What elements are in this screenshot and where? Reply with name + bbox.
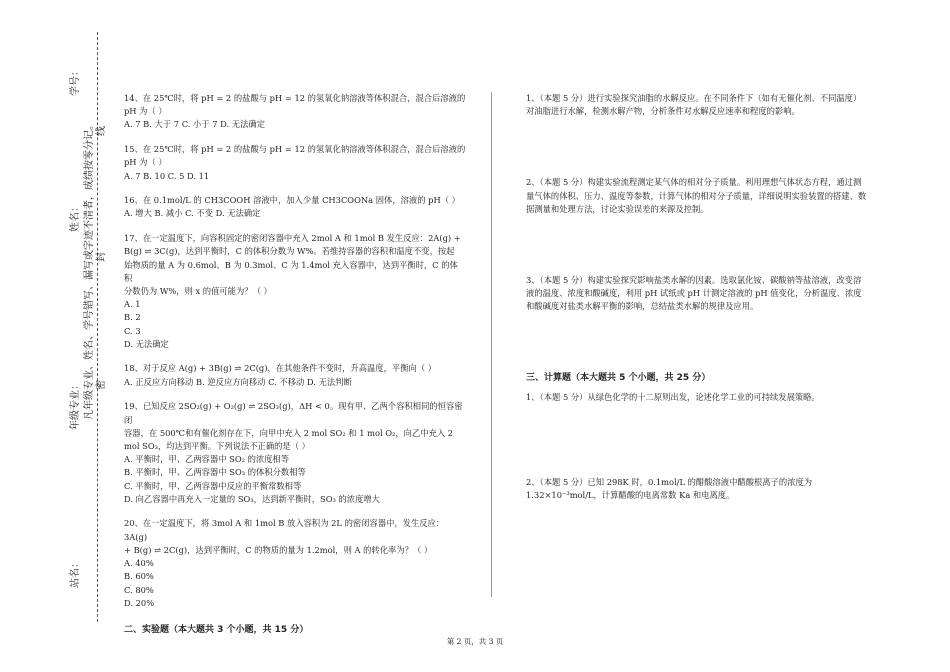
- binding-mark-feng: 封: [96, 252, 107, 262]
- q14-options: A. 7 B. 大于 7 C. 小于 7 D. 无法确定: [124, 119, 265, 130]
- column-divider: [491, 92, 492, 597]
- experiment-3: [526, 274, 868, 314]
- e3-line: 3、（本题 5 分）构建实验探究影响盐类水解的因素。选取氯化铵、碳酸钠等盐溶液，改变溶: [526, 275, 862, 286]
- q19-option: A. 平衡时，甲、乙两容器中 SO₂ 的浓度相等: [124, 454, 290, 465]
- q17-option: D. 无法确定: [124, 338, 169, 349]
- q20-line: 20、在一定温度下，将 3mol A 和 1mol B 放入容积为 2L 的密闭容器中，发生反应：3A(g): [124, 518, 445, 542]
- q15-options: A. 7 B. 10 C. 5 D. 11: [124, 170, 210, 181]
- binding-margin: [0, 0, 110, 672]
- q16-options: A. 增大 B. 减小 C. 不变 D. 无法确定: [124, 208, 261, 219]
- q15-line: 15、在 25℃时，将 pH = 2 的盐酸与 pH = 12 的氢氧化钠溶液等体积混合，混合后溶液的: [124, 144, 466, 155]
- q20-option: D. 20%: [124, 597, 155, 608]
- q17-line: 17、在一定温度下，向容积固定的密闭容器中充入 2mol A 和 1mol B 发生反应：2A(g) +: [124, 233, 461, 244]
- experiment-2: [526, 176, 868, 216]
- field-name-label: 姓名：: [70, 202, 81, 232]
- section-3-title: 三、计算题（本大题共 5 个小题，共 25 分）: [526, 372, 711, 383]
- q14-line: pH 为（ ）: [124, 106, 167, 117]
- e2-line: 2、（本题 5 分）构建实验流程测定某气体的相对分子质量。利用理想气体状态方程，通过测: [526, 177, 862, 188]
- q20-option: B. 60%: [124, 571, 154, 582]
- q16-line: 16、在 0.1mol/L 的 CH3COOH 溶液中，加入少量 CH3COONa 固体，溶液的 pH（ ）: [124, 195, 460, 206]
- q19-option: C. 平衡时，甲、乙两容器中反应的平衡常数相等: [124, 480, 302, 491]
- field-id-label: 学号：: [70, 66, 81, 96]
- question-16: [124, 194, 466, 220]
- e3-line: 和酸碱度对盐类水解平衡的影响，总结盐类水解的规律及应用。: [526, 301, 759, 312]
- page-number: 第 2 页，共 3 页: [446, 637, 504, 646]
- binding-mark-xian: 线: [96, 126, 107, 136]
- q17-option: A. 1: [124, 299, 141, 310]
- q17-line: 始物质的量 A 为 0.6mol、B 为 0.3mol、C 为 1.4mol 充入容器中，达到平衡时，C 的体积: [124, 259, 458, 283]
- e3-line: 液的温度、浓度和酸碱度，利用 pH 试纸或 pH 计测定溶液的 pH 值变化，分析温度、浓度: [526, 288, 862, 299]
- c2-line: 1.32×10⁻³mol/L，计算醋酸的电离常数 Ka 和电离度。: [526, 490, 735, 501]
- question-19: [124, 400, 466, 506]
- q17-line: B(g) ⇌ 3C(g)，达到平衡时，C 的体积分数为 W%。若维持容器的容积和温度不变，按起: [124, 246, 455, 257]
- q19-line: mol SO₃，均达到平衡。下列说法不正确的是（ ）: [124, 440, 310, 451]
- binding-warning-text: 凡年级专业、姓名、学号错写、漏写或字迹不清者，成绩按零分记。: [84, 120, 95, 420]
- q20-line: + B(g) ⇌ 2C(g)，达到平衡时，C 的物质的量为 1.2mol，则 A 的转化率为？（ ）: [124, 544, 433, 555]
- question-20: [124, 517, 466, 609]
- question-15: [124, 143, 466, 183]
- q20-option: A. 40%: [124, 558, 154, 569]
- binding-mark-mi: 密: [96, 380, 107, 390]
- question-18: [124, 362, 466, 388]
- q15-line: pH 为（ ）: [124, 157, 167, 168]
- e2-line: 据测量和处理方法，讨论实验误差的来源及控制。: [526, 203, 709, 214]
- c2-line: 2、（本题 5 分）已知 298K 时，0.1mol/L 的醋酸溶液中醋酸根离子的浓度为: [526, 477, 813, 488]
- right-column: [526, 92, 868, 502]
- field-station-label: 站名：: [70, 558, 81, 588]
- q17-line: 分数仍为 W%，则 x 的值可能为？（ ）: [124, 285, 272, 296]
- q19-option: B. 平衡时，甲、乙两容器中 SO₃ 的体积分数相等: [124, 467, 306, 478]
- e2-line: 量气体的体积、压力、温度等参数，计算气体的相对分子质量，详细说明实验装置的搭建、数: [526, 190, 867, 201]
- left-column: [124, 92, 466, 643]
- q20-option: C. 80%: [124, 584, 154, 595]
- e1-line: 1、（本题 5 分）进行实验探究油脂的水解反应。在不同条件下（如有无催化剂、不同温度）: [526, 93, 862, 103]
- calc-1: [526, 391, 868, 404]
- e1-line: 对油脂进行水解，检测水解产物，分析条件对水解反应速率和程度的影响。: [526, 106, 800, 117]
- q14-line: 14、在 25℃时，将 pH = 2 的盐酸与 pH = 12 的氢氧化钠溶液等体积混合，混合后溶液的: [124, 93, 466, 103]
- section-2-title: 二、实验题（本大题共 3 个小题，共 15 分）: [124, 624, 309, 635]
- calc-2: [526, 476, 868, 502]
- binding-dashed-line: [97, 32, 98, 622]
- q19-line: 容器，在 500℃和有催化剂存在下，向甲中充入 2 mol SO₂ 和 1 mol O₂，向乙中充入 2: [124, 427, 454, 438]
- field-major-label: 年级专业：: [70, 380, 81, 430]
- q18-options: A. 正反应方向移动 B. 逆反应方向移动 C. 不移动 D. 无法判断: [124, 376, 352, 387]
- question-17: [124, 232, 466, 351]
- c1-line: 1、（本题 5 分）从绿色化学的十二原则出发，论述化学工业的可持续发展策略。: [526, 391, 820, 402]
- q18-line: 18、对于反应 A(g) + 3B(g) ⇌ 2C(g)，在其他条件不变时，升高温度，平衡向（ ）: [124, 363, 437, 374]
- q19-option: D. 向乙容器中再充入一定量的 SO₃，达到新平衡时，SO₃ 的浓度增大: [124, 493, 380, 504]
- q17-option: B. 2: [124, 312, 141, 323]
- question-14: [124, 92, 466, 132]
- experiment-1: [526, 92, 868, 118]
- q19-line: 19、已知反应 2SO₂(g) + O₂(g) ⇌ 2SO₃(g)，ΔH < 0。现有甲、乙两个容积相同的恒容密闭: [124, 401, 463, 425]
- q17-option: C. 3: [124, 325, 141, 336]
